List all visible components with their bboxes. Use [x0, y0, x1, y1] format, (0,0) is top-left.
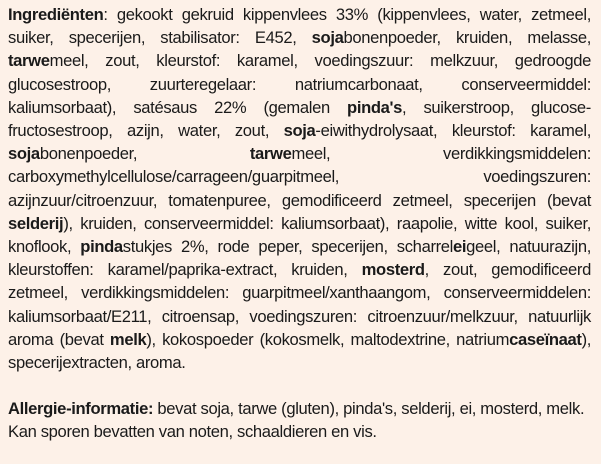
- allergy-info: [8, 397, 591, 420]
- ingredient-text: meel, zout, kleurstof: karamel, voedingszuur: melkzuur, gedroogde glucosestroop, zuurteregelaar: natriumcarbonaat, conserveermiddel: kaliumsorbaat), satésaus 22% (gemalen: [8, 51, 591, 117]
- ingredient-text: ), specerijextracten, aroma.: [8, 329, 591, 373]
- allergy-text: bevat soja, tarwe (gluten), pinda's, selderij, ei, mosterd, melk.: [153, 399, 585, 419]
- ingredient-text: : gekookt gekruid kippenvlees 33% (kippenvlees, water, zetmeel, suiker, specerijen, stabilisator: E452,: [8, 5, 591, 48]
- ingredient-allergen: pinda's: [347, 97, 403, 117]
- ingredient-text: meel, verdikkingsmiddelen: carboxymethylcellulose/carrageen/guarpitmeel, voedingszuren: azijnzuur/citroenzuur, tomatenpuree, gemodificeerd zetmeel, specerijen (bevat: [8, 144, 591, 210]
- ingredient-allergen: tarwe: [249, 144, 292, 164]
- ingredient-text: , zout, gemodificeerd zetmeel, verdikkingsmiddelen: guarpitmeel/xanthaangom, conserveermiddelen: kaliumsorbaat/E211, citroensap, voedingszuren: citroenzuur/melkzuur, natuurlijk aroma (bevat: [8, 260, 591, 349]
- ingredient-text: ), kokospoeder (kokosmelk, maltodextrine, natrium: [146, 329, 510, 349]
- ingredient-text: stukjes 2%, rode peper, specerijen, scharrel: [122, 237, 454, 257]
- ingredient-allergen: tarwe: [8, 51, 50, 71]
- traces-text: Kan sporen bevatten van noten, schaaldieren en vis.: [8, 422, 377, 442]
- ingredient-allergen: soja: [8, 144, 40, 164]
- ingredient-allergen: selderij: [8, 213, 64, 233]
- ingredient-text: ), kruiden, conserveermiddel: kaliumsorbaat), raapolie, witte kool, suiker, knoflook,: [8, 213, 591, 257]
- ingredient-text: bonenpoeder, kruiden, melasse,: [343, 28, 591, 48]
- ingredient-text: -eiwithydrolysaat, kleurstof: karamel,: [315, 121, 591, 141]
- allergy-section: [8, 397, 591, 443]
- ingredient-allergen: pinda: [80, 237, 123, 257]
- allergy-heading: Allergie-informatie:: [8, 399, 154, 419]
- ingredient-allergen: caseïnaat: [509, 329, 582, 349]
- ingredient-allergen: soja: [283, 121, 316, 141]
- ingredient-allergen: soja: [311, 28, 344, 48]
- ingredients-paragraph: [8, 3, 591, 374]
- ingredient-allergen: melk: [109, 329, 147, 349]
- ingredient-text: bonenpoeder,: [39, 144, 250, 164]
- ingredient-allergen: Ingrediënten: [8, 5, 104, 24]
- ingredient-allergen: mosterd: [361, 260, 425, 280]
- ingredient-text: geel, natuurazijn, kleurstoffen: karamel/paprika-extract, kruiden,: [8, 237, 591, 280]
- ingredient-text: , suikerstroop, glucose-fructosestroop, azijn, water, zout,: [8, 97, 591, 141]
- ingredient-allergen: ei: [453, 237, 467, 257]
